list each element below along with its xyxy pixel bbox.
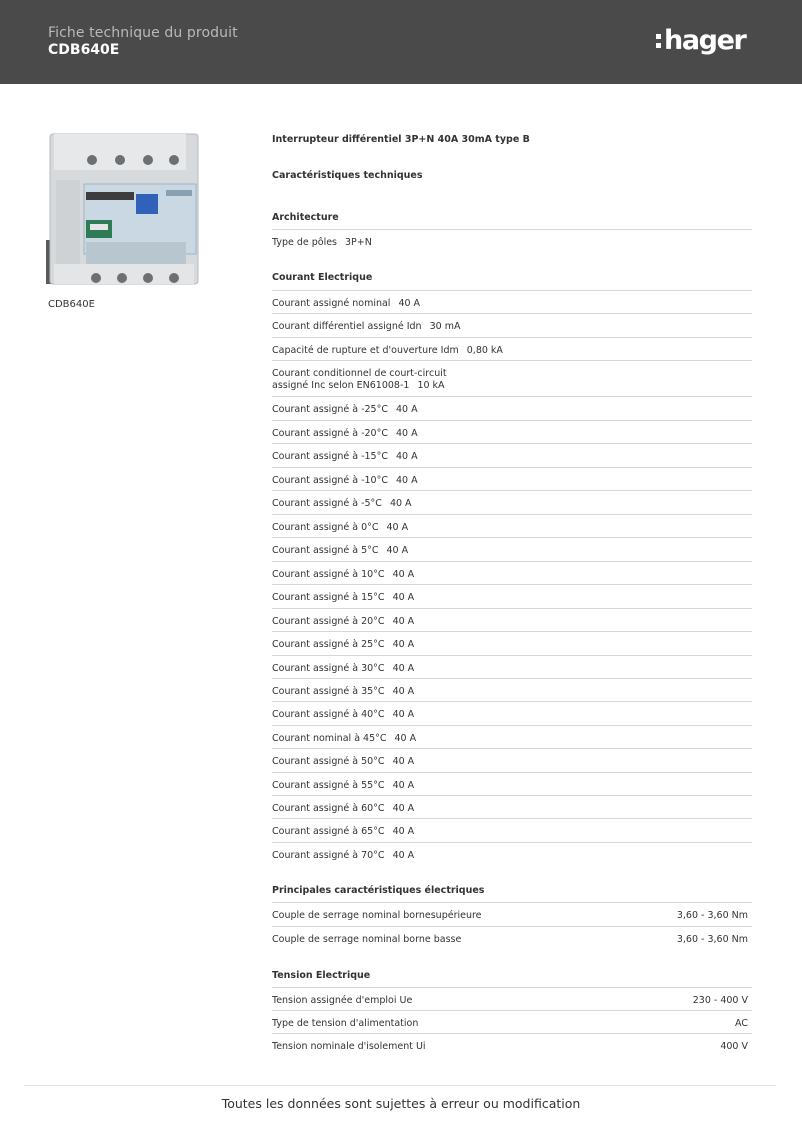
spec-row bbox=[272, 987, 752, 1011]
spec-row bbox=[272, 926, 752, 950]
spec-value: 40 A bbox=[389, 498, 412, 509]
spec-row bbox=[272, 772, 752, 796]
spec-value: 40 A bbox=[392, 826, 415, 837]
spec-label: Courant assigné à -20°C bbox=[272, 428, 388, 439]
spec-row bbox=[272, 1033, 752, 1057]
spec-value: 230 - 400 V bbox=[692, 995, 748, 1006]
spec-row bbox=[272, 360, 752, 397]
spec-value: 40 A bbox=[392, 686, 415, 697]
spec-value: 3,60 - 3,60 Nm bbox=[676, 910, 748, 921]
spec-label: Courant différentiel assigné Idn bbox=[272, 321, 422, 332]
logo-dots-icon bbox=[656, 34, 662, 50]
spec-value: 40 A bbox=[392, 616, 415, 627]
spec-value: 0,80 kA bbox=[466, 345, 503, 356]
product-image-caption: CDB640E bbox=[48, 299, 95, 310]
spec-label: Courant assigné à -15°C bbox=[272, 451, 388, 462]
spec-label: Courant assigné nominal bbox=[272, 298, 391, 309]
spec-label: Courant assigné à 35°C bbox=[272, 686, 385, 697]
hager-logo bbox=[656, 24, 756, 58]
spec-value: 400 V bbox=[720, 1041, 748, 1052]
spec-label: Capacité de rupture et d'ouverture Idm bbox=[272, 345, 459, 356]
spec-row bbox=[272, 537, 752, 561]
logo-text: hager bbox=[664, 25, 746, 56]
spec-label: Courant assigné à 55°C bbox=[272, 780, 385, 791]
product-image bbox=[46, 130, 202, 292]
spec-value: 40 A bbox=[392, 709, 415, 720]
header-product-code: CDB640E bbox=[48, 42, 120, 58]
spec-row bbox=[272, 842, 752, 866]
spec-row bbox=[272, 725, 752, 749]
section-title: Caractéristiques techniques bbox=[272, 170, 423, 181]
spec-label: Courant assigné à 40°C bbox=[272, 709, 385, 720]
spec-label: Courant assigné à 65°C bbox=[272, 826, 385, 837]
spec-value: 40 A bbox=[392, 756, 415, 767]
spec-label: Courant assigné à 25°C bbox=[272, 639, 385, 650]
spec-row bbox=[272, 902, 752, 926]
spec-row bbox=[272, 655, 752, 679]
spec-value: 40 A bbox=[386, 545, 409, 556]
spec-row bbox=[272, 701, 752, 725]
spec-value: 40 A bbox=[395, 451, 418, 462]
spec-value: 40 A bbox=[395, 428, 418, 439]
spec-row bbox=[272, 490, 752, 514]
spec-row bbox=[272, 631, 752, 655]
spec-value: 40 A bbox=[386, 522, 409, 533]
spec-value: 30 mA bbox=[429, 321, 461, 332]
spec-label: Type de pôles bbox=[272, 237, 338, 248]
spec-label: Tension nominale d'isolement Ui bbox=[272, 1041, 426, 1052]
spec-row bbox=[272, 229, 752, 253]
spec-label: Courant assigné à 15°C bbox=[272, 592, 385, 603]
spec-value: 40 A bbox=[398, 298, 421, 309]
spec-row bbox=[272, 748, 752, 772]
page-header bbox=[0, 0, 802, 84]
spec-value: 40 A bbox=[395, 475, 418, 486]
spec-label: Courant assigné à 10°C bbox=[272, 569, 385, 580]
spec-row bbox=[272, 818, 752, 842]
section-heading-tension: Tension Electrique bbox=[272, 970, 371, 981]
spec-row bbox=[272, 514, 752, 538]
product-title: Interrupteur différentiel 3P+N 40A 30mA type B bbox=[272, 134, 530, 145]
spec-label: Courant nominal à 45°C bbox=[272, 733, 387, 744]
spec-row bbox=[272, 290, 752, 314]
spec-value: AC bbox=[735, 1018, 748, 1029]
spec-label: Courant assigné à 60°C bbox=[272, 803, 385, 814]
spec-value: 40 A bbox=[395, 404, 418, 415]
spec-label: Courant assigné à 50°C bbox=[272, 756, 385, 767]
spec-row bbox=[272, 396, 752, 420]
spec-row bbox=[272, 313, 752, 337]
spec-label: Courant assigné à -25°C bbox=[272, 404, 388, 415]
spec-row bbox=[272, 608, 752, 632]
section-heading-architecture: Architecture bbox=[272, 212, 339, 223]
spec-label: Courant assigné à 70°C bbox=[272, 850, 385, 861]
spec-value: 10 kA bbox=[417, 380, 445, 391]
footer-divider bbox=[24, 1085, 776, 1086]
spec-row bbox=[272, 678, 752, 702]
section-heading-courant: Courant Electrique bbox=[272, 272, 373, 283]
spec-value: 3,60 - 3,60 Nm bbox=[676, 934, 748, 945]
spec-value: 40 A bbox=[394, 733, 417, 744]
spec-label: Tension assignée d'emploi Ue bbox=[272, 995, 413, 1006]
spec-value: 3P+N bbox=[345, 237, 372, 248]
spec-row bbox=[272, 561, 752, 585]
spec-label: Courant assigné à -10°C bbox=[272, 475, 388, 486]
spec-value: 40 A bbox=[392, 780, 415, 791]
spec-label: Courant assigné à -5°C bbox=[272, 498, 382, 509]
footer-disclaimer: Toutes les données sont sujettes à erreur ou modification bbox=[221, 1096, 581, 1111]
spec-label: Couple de serrage nominal bornesupérieure bbox=[272, 910, 482, 921]
spec-label: Type de tension d'alimentation bbox=[272, 1018, 419, 1029]
header-subtitle: Fiche technique du produit bbox=[48, 25, 238, 41]
spec-label: Courant conditionnel de court-circuit bbox=[272, 368, 447, 379]
spec-label: Courant assigné à 30°C bbox=[272, 663, 385, 674]
spec-value: 40 A bbox=[392, 592, 415, 603]
spec-value: 40 A bbox=[392, 639, 415, 650]
section-heading-electriques: Principales caractéristiques électriques bbox=[272, 885, 485, 896]
spec-row bbox=[272, 337, 752, 361]
spec-row bbox=[272, 1010, 752, 1034]
spec-label: Couple de serrage nominal borne basse bbox=[272, 934, 462, 945]
spec-row bbox=[272, 584, 752, 608]
spec-row bbox=[272, 467, 752, 491]
spec-value: 40 A bbox=[392, 803, 415, 814]
spec-value: 40 A bbox=[392, 850, 415, 861]
spec-label: Courant assigné à 5°C bbox=[272, 545, 379, 556]
spec-label: Courant assigné à 20°C bbox=[272, 616, 385, 627]
spec-value: 40 A bbox=[392, 663, 415, 674]
spec-value: 40 A bbox=[392, 569, 415, 580]
spec-row bbox=[272, 420, 752, 444]
spec-label: Courant assigné à 0°C bbox=[272, 522, 379, 533]
spec-label-cont: assigné Inc selon EN61008-1 bbox=[272, 380, 410, 391]
spec-row bbox=[272, 795, 752, 819]
spec-row bbox=[272, 443, 752, 467]
